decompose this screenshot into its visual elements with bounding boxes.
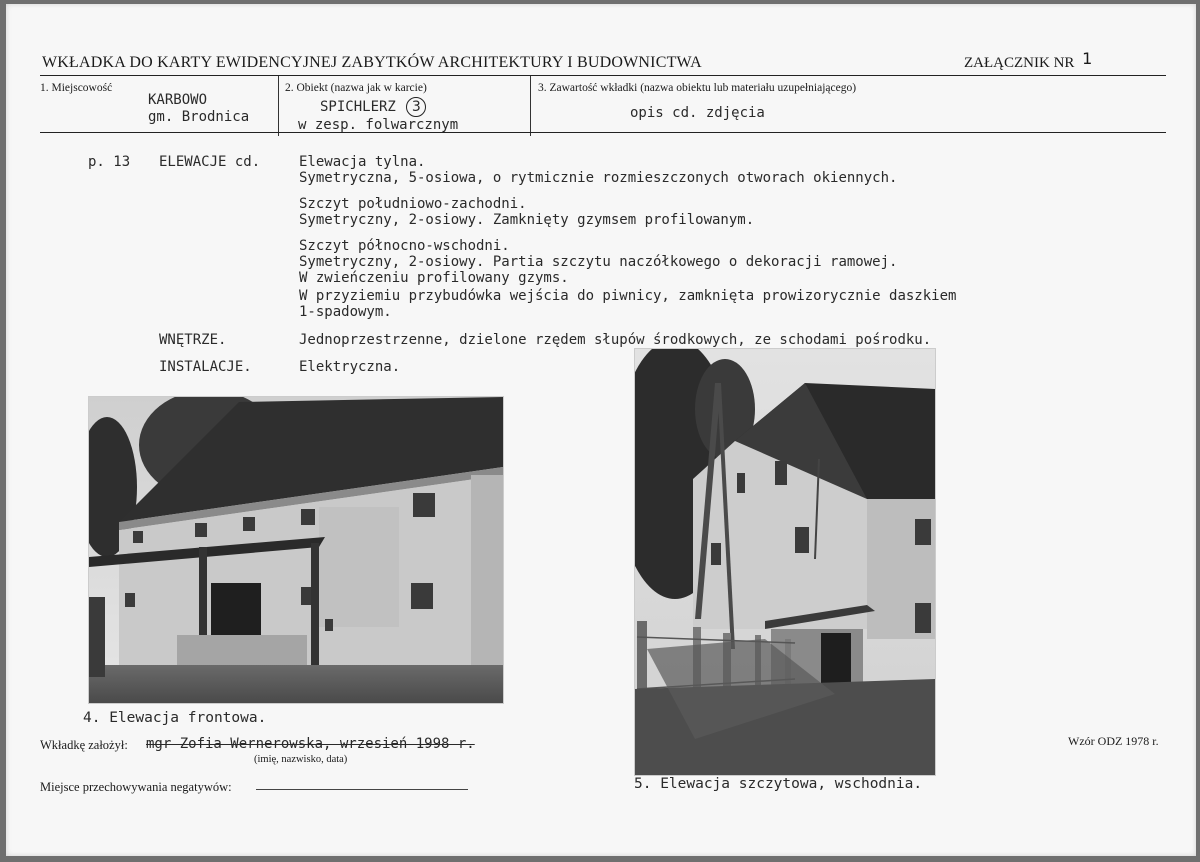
photo-5-caption: 5. Elewacja szczytowa, wschodnia. — [634, 776, 923, 792]
installations-text: Elektryczna. — [299, 359, 401, 375]
photo-gable-elevation — [634, 348, 936, 776]
object-name: SPICHLERZ — [320, 99, 396, 115]
photo-front-elevation — [88, 396, 504, 704]
annex-label — [964, 49, 1093, 72]
template-label: Wzór ODZ 1978 r. — [1068, 734, 1159, 748]
founder-value — [146, 736, 475, 752]
section-elevations: ELEWACJE cd. — [159, 154, 261, 170]
object-number-circled — [406, 97, 426, 117]
annex-number: 1 — [1082, 49, 1093, 68]
record-sheet — [6, 4, 1196, 856]
gable-ne-text-3: W przyziemiu przybudówka wejścia do piwnicy, zamknięta prowizorycznie daszkiem — [299, 288, 957, 304]
founder-label: Wkładkę założył: — [40, 738, 128, 752]
object-label: 2. Obiekt (nazwa jak w karcie) — [285, 82, 427, 94]
object-value — [320, 97, 426, 117]
locality-label: 1. Miejscowość — [40, 82, 113, 94]
locality-municipality: gm. Brodnica — [148, 109, 250, 125]
object-number: 3 — [411, 99, 421, 115]
gable-ne-title: Szczyt północno-wschodni. — [299, 238, 510, 254]
gable-sw-title: Szczyt południowo-zachodni. — [299, 196, 527, 212]
gable-ne-text-2: W zwieńczeniu profilowany gzyms. — [299, 270, 569, 286]
field-divider-2 — [530, 76, 531, 136]
field-divider-1 — [278, 76, 279, 136]
header-rule-bottom — [40, 132, 1166, 133]
gable-ne-text-4: 1-spadowym. — [299, 304, 392, 320]
form-title: WKŁADKA DO KARTY EWIDENCYJNEJ ZABYTKÓW ARCHITEKTURY I BUDOWNICTWA — [42, 54, 702, 71]
interior-text: Jednoprzestrzenne, dzielone rzędem słupów środkowych, ze schodami pośrodku. — [299, 332, 932, 348]
object-complex: w zesp. folwarcznym — [298, 117, 459, 133]
elevation-rear-title: Elewacja tylna. — [299, 154, 426, 170]
contents-label: 3. Zawartość wkładki (nazwa obiektu lub materiału uzupełniającego) — [538, 82, 857, 94]
page-reference: p. 13 — [88, 154, 131, 170]
negatives-label: Miejsce przechowywania negatywów: — [40, 780, 232, 794]
photo-4-caption: 4. Elewacja frontowa. — [83, 710, 267, 726]
contents-value: opis cd. zdjęcia — [630, 105, 765, 121]
installations-label: INSTALACJE. — [159, 359, 252, 375]
locality-value: KARBOWO — [148, 92, 208, 108]
interior-label: WNĘTRZE. — [159, 332, 227, 348]
annex-label-text: ZAŁĄCZNIK NR — [964, 55, 1075, 71]
founder-value-text: mgr Zofia Wernerowska, wrzesień 1998 r. — [146, 736, 475, 752]
gable-sw-text: Symetryczny, 2-osiowy. Zamknięty gzymsem profilowanym. — [299, 212, 755, 228]
elevation-rear-text: Symetryczna, 5-osiowa, o rytmicznie rozmieszczonych otworach okiennych. — [299, 170, 898, 186]
header-rule-top — [40, 75, 1166, 76]
negatives-field-line — [256, 789, 468, 790]
founder-hint: (imię, nazwisko, data) — [254, 754, 348, 765]
gable-ne-text-1: Symetryczny, 2-osiowy. Partia szczytu naczółkowego o dekoracji ramowej. — [299, 254, 898, 270]
